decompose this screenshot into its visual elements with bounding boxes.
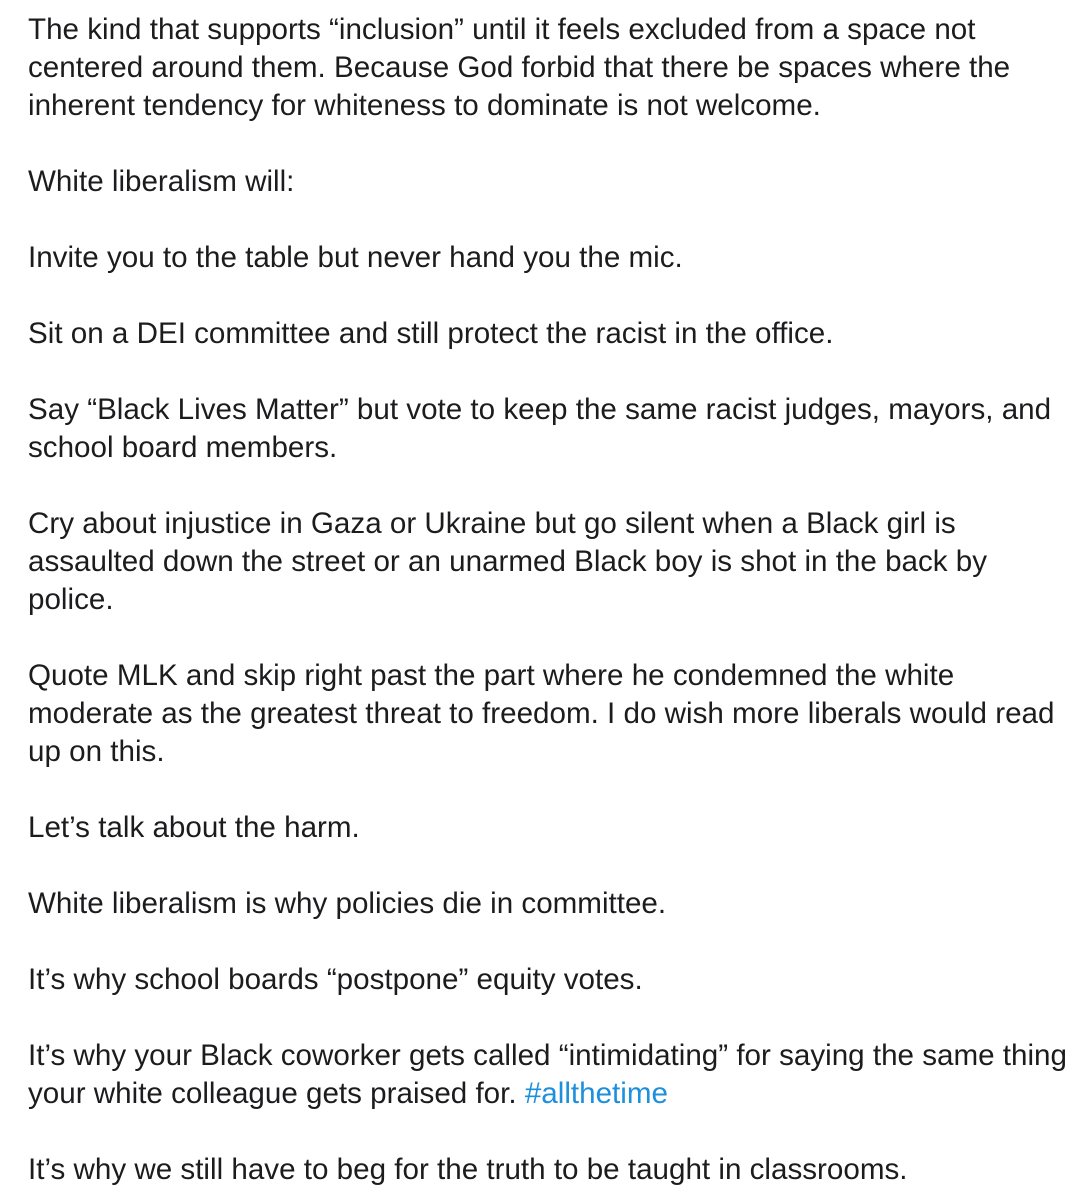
paragraph-gaza-ukraine: Cry about injustice in Gaza or Ukraine but go silent when a Black girl is assaulted down the street or an unarmed Black boy is shot in the back by police. [28, 507, 988, 616]
paragraph-invite-table: Invite you to the table but never hand you the mic. [28, 241, 683, 274]
paragraph-beg-for-truth: It’s why we still have to beg for the truth to be taught in classrooms. [28, 1153, 908, 1186]
paragraph-dei-committee: Sit on a DEI committee and still protect the racist in the office. [28, 317, 834, 350]
paragraph-black-coworker [28, 1037, 1078, 1113]
paragraph-quote-mlk: Quote MLK and skip right past the part where he condemned the white moderate as the greatest threat to freedom. I do wish more liberals would read up on this. [28, 659, 1055, 768]
paragraph-inclusion: The kind that supports “inclusion” until it feels excluded from a space not centered around them. Because God forbid that there be spaces where the inherent tendency for whiteness to dominate is not welcome. [28, 13, 1011, 122]
post-body [28, 11, 1078, 1189]
paragraph-black-lives-matter: Say “Black Lives Matter” but vote to keep the same racist judges, mayors, and school board members. [28, 393, 1052, 464]
hashtag-link[interactable]: #allthetime [524, 1077, 668, 1110]
paragraph-talk-harm: Let’s talk about the harm. [28, 811, 360, 844]
paragraph-black-coworker-text: It’s why your Black coworker gets called “intimidating” for saying the same thing your white colleague gets praised for. [28, 1039, 1067, 1110]
paragraph-school-boards: It’s why school boards “postpone” equity votes. [28, 963, 643, 996]
paragraph-policies-die: White liberalism is why policies die in committee. [28, 887, 667, 920]
paragraph-white-liberalism-will: White liberalism will: [28, 165, 295, 198]
